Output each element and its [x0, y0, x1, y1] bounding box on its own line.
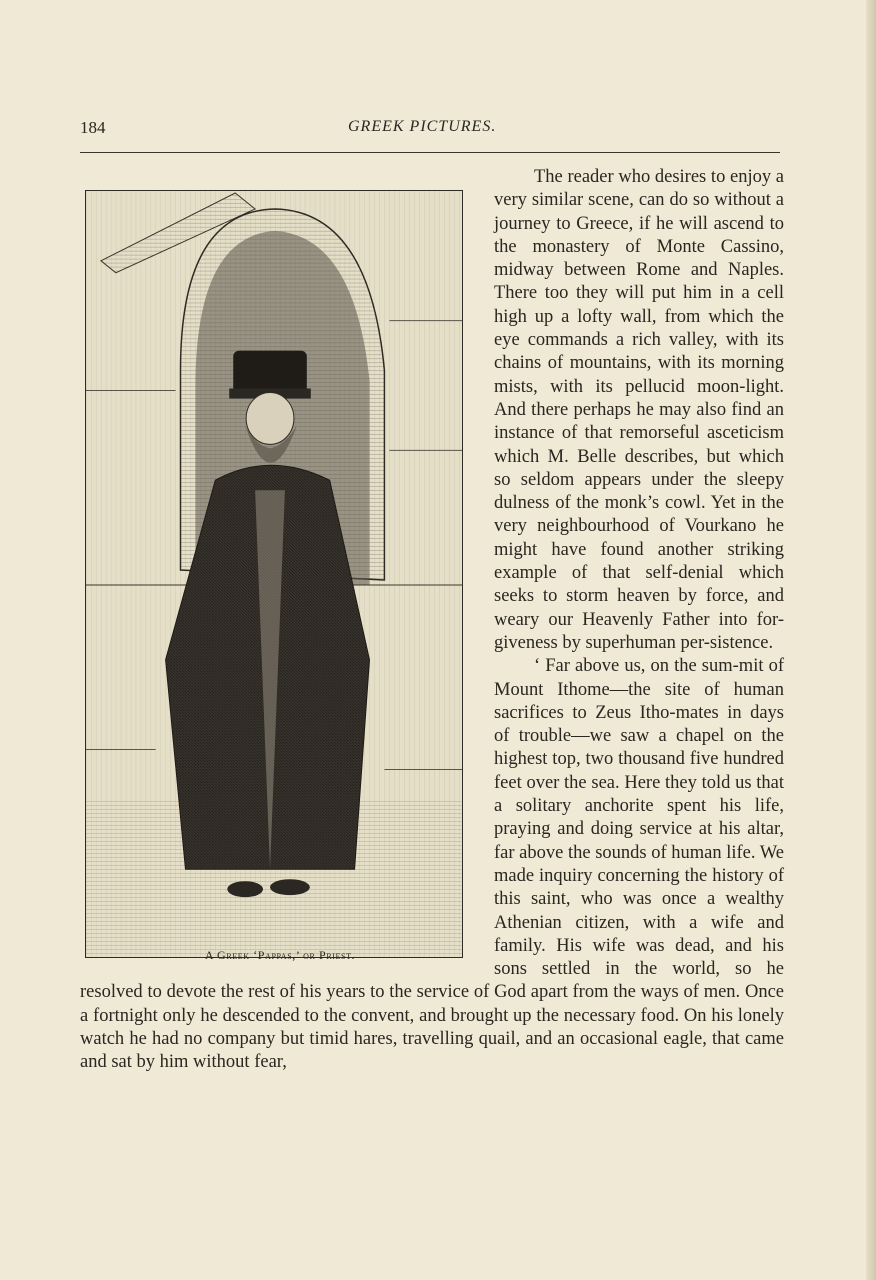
- header-rule: [80, 152, 780, 153]
- priest-engraving: [85, 190, 463, 958]
- page-header: [80, 118, 780, 140]
- priest-illustration: [86, 191, 462, 957]
- page-number: 184: [80, 118, 106, 137]
- body-text: [80, 166, 784, 1075]
- running-title: GREEK PICTURES.: [348, 118, 497, 135]
- paragraph-2: ‘ Far above us, on the sum-mit of Mount Ithome—the site of human sacrifices to Zeus Itho-mates in days of trouble—we saw a chapel on the highest top, two thousand five hundred feet over the sea. Here they told us that a solitary anchorite spent his life, praying and doing service at his altar, far above the sounds of human life. We made inquiry concerning the history of this saint, who was once a wealthy Athenian citizen, with a wife and family. His wife was dead, and his sons settled in the world, so he resolved to devote the rest of his years to the service of God apart from the ways of men. Once a fortnight only he descended to the convent, and brought up the necessary food. On his lonely watch he had no company but timid hares, travelling quail, and an occasional eagle, that came and sat by him without fear,: [80, 656, 784, 1073]
- page-edge: [866, 0, 876, 1280]
- figure: [80, 168, 476, 978]
- paragraph-1: The reader who desires to enjoy a very similar scene, can do so without a journey to Greece, if he will ascend to the monastery of Monte Cassino, midway between Rome and Naples. There too they will put him in a cell high up a lofty wall, from which the eye commands a rich valley, with its chains of mountains, with its morning mists, with its pellucid moon-light. And there perhaps he may also find an instance of that remorseful asceticism which M. Belle describes, but which so seldom appears under the sleepy dulness of the monk’s cowl. Yet in the very neighbourhood of Vourkano he might have found another striking example of that self-denial which seeks to storm heaven by force, and weary our Heavenly Father into for-giveness by superhuman per-sistence.: [494, 167, 784, 653]
- figure-caption: A Greek ‘Pappas,’ or Priest.: [204, 948, 356, 962]
